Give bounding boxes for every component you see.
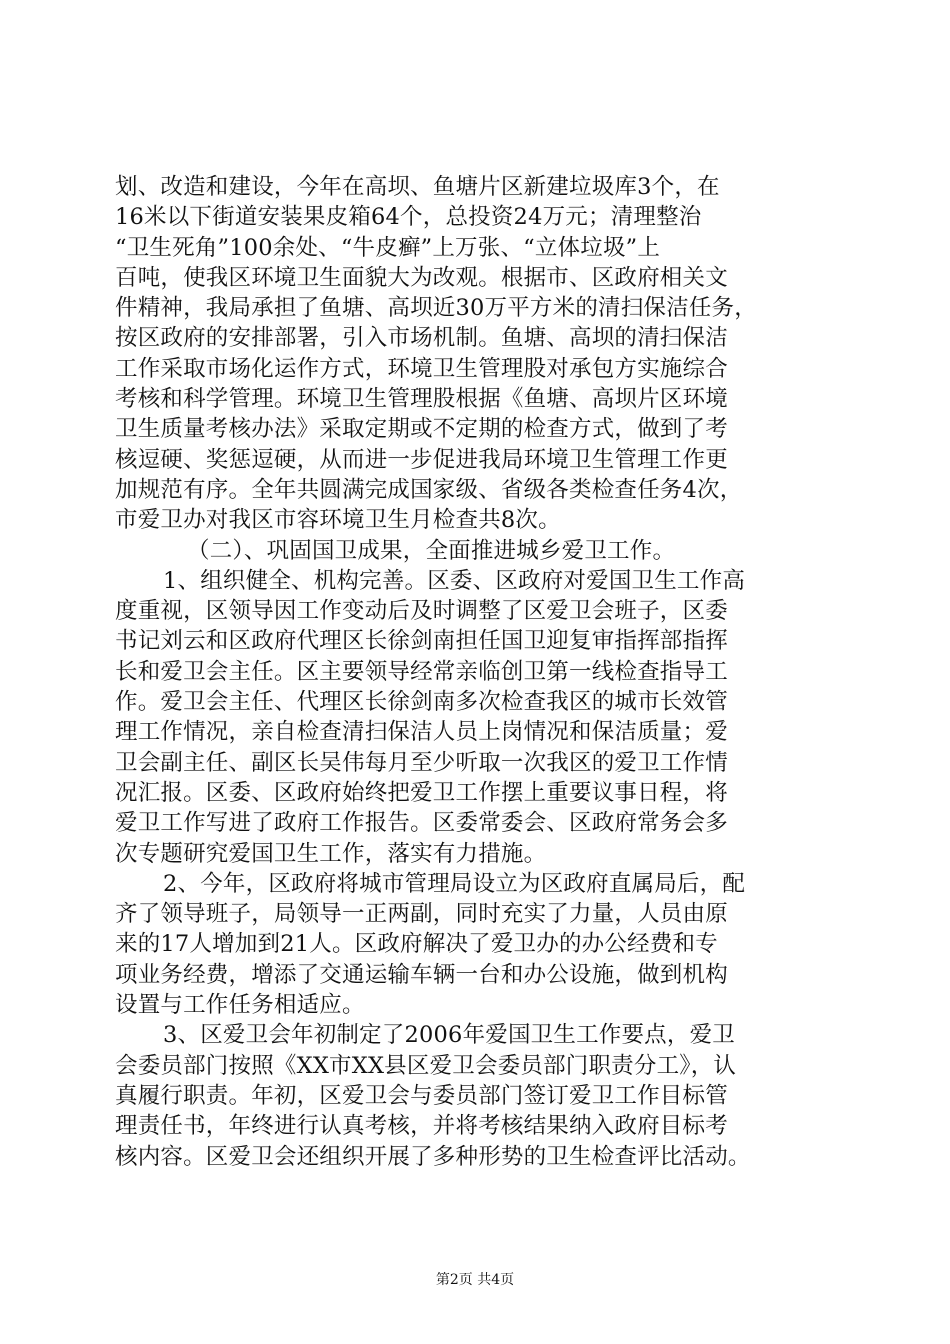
text-line: 齐了领导班子，局领导一正两副，同时充实了力量，人员由原 (115, 901, 728, 928)
document-body (115, 172, 837, 1172)
text-line: 设置与工作任务相适应。 (115, 992, 365, 1019)
text-line: 项业务经费，增添了交通运输车辆一台和办公设施，做到机构 (115, 961, 728, 988)
text-line: 理工作情况，亲自检查清扫保洁人员上岗情况和保洁质量；爱 (115, 719, 728, 746)
text-line: 工作采取市场化运作方式，环境卫生管理股对承包方实施综合 (115, 355, 728, 382)
text-line: 会委员部门按照《XX市XX县区爱卫会委员部门职责分工》，认 (115, 1052, 737, 1079)
text-line: 按区政府的安排部署，引入市场机制。鱼塘、高坝的清扫保洁 (115, 325, 728, 352)
text-line: 划、改造和建设，今年在高坝、鱼塘片区新建垃圾库3个，在 (115, 174, 720, 200)
text-line: 16米以下街道安装果皮箱64个，总投资24万元；清理整治 (115, 204, 702, 231)
text-line: 理责任书，年终进行认真考核，并将考核结果纳入政府目标考 (115, 1113, 728, 1140)
text-line: 考核和科学管理。环境卫生管理股根据《鱼塘、高坝片区环境 (115, 386, 728, 413)
text-line: 爱卫工作写进了政府工作报告。区委常委会、区政府常务会多 (115, 810, 728, 837)
text-line: 加规范有序。全年共圆满完成国家级、省级各类检查任务4次， (115, 476, 743, 503)
text-line: 3、区爱卫会年初制定了2006年爱国卫生工作要点，爱卫 (163, 1022, 735, 1049)
text-line: 1、组织健全、机构完善。区委、区政府对爱国卫生工作高 (163, 567, 746, 594)
text-line: （二）、巩固国卫成果，全面推进城乡爱卫工作。 (187, 537, 676, 564)
page-number-footer: 第2页 共4页 (435, 1272, 515, 1288)
text-line: “卫生死角”100余处、“牛皮癣”上万张、“立体垃圾”上 (115, 234, 661, 261)
text-line: 市爱卫办对我区市容环境卫生月检查共8次。 (115, 507, 561, 534)
text-line: 核逗硬、奖惩逗硬，从而进一步促进我局环境卫生管理工作更 (115, 446, 728, 473)
text-line: 百吨，使我区环境卫生面貌大为改观。根据市、区政府相关文 (115, 264, 728, 291)
text-line: 长和爱卫会主任。区主要领导经常亲临创卫第一线检查指导工 (115, 658, 728, 685)
text-line: 书记刘云和区政府代理区长徐剑南担任国卫迎复审指挥部指挥 (115, 628, 728, 655)
text-line: 卫生质量考核办法》采取定期或不定期的检查方式，做到了考 (115, 416, 728, 443)
text-line: 核内容。区爱卫会还组织开展了多种形势的卫生检查评比活动。 (115, 1143, 751, 1170)
text-line: 次专题研究爱国卫生工作，落实有力措施。 (115, 840, 547, 867)
text-line: 卫会副主任、副区长吴伟每月至少听取一次我区的爱卫工作情 (115, 749, 728, 776)
text-line: 件精神，我局承担了鱼塘、高坝近30万平方米的清扫保洁任务， (115, 295, 757, 322)
text-line: 真履行职责。年初，区爱卫会与委员部门签订爱卫工作目标管 (115, 1082, 728, 1109)
text-line: 度重视，区领导因工作变动后及时调整了区爱卫会班子，区委 (115, 598, 728, 625)
text-line: 作。爱卫会主任、代理区长徐剑南多次检查我区的城市长效管 (115, 689, 728, 716)
text-line: 2、今年，区政府将城市管理局设立为区政府直属局后，配 (163, 870, 746, 897)
text-line: 来的17人增加到21人。区政府解决了爱卫办的办公经费和专 (115, 931, 718, 958)
text-line: 况汇报。区委、区政府始终把爱卫工作摆上重要议事日程，将 (115, 779, 728, 806)
